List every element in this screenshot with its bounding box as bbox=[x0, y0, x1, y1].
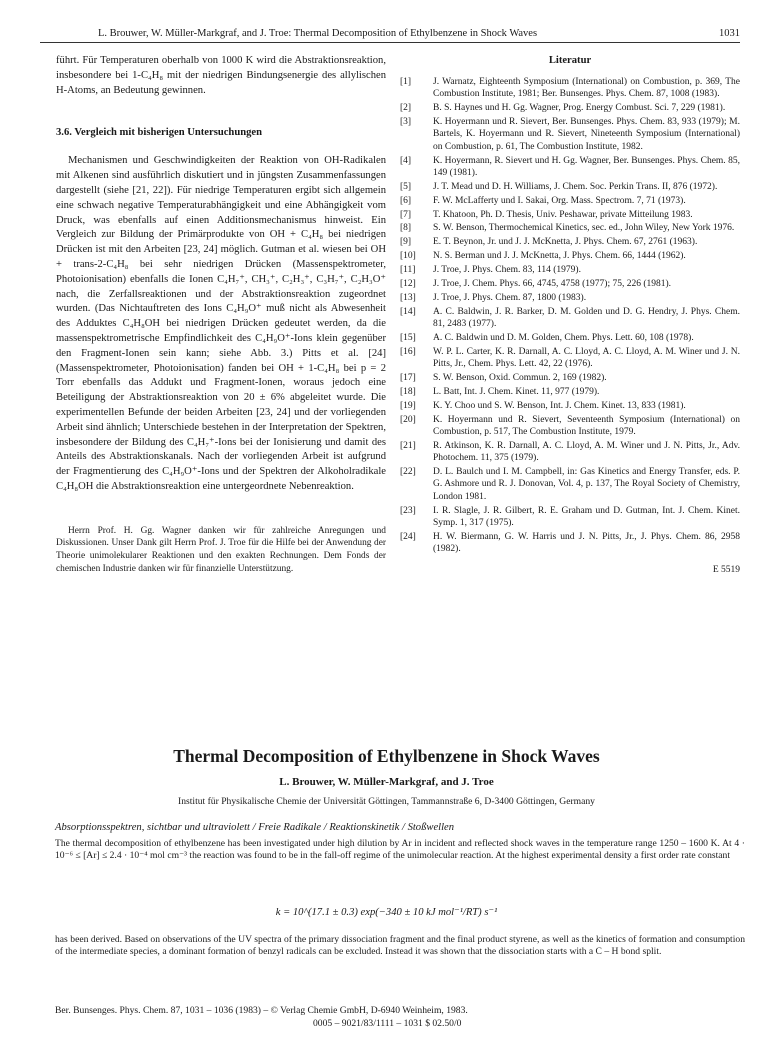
reference-item bbox=[400, 236, 740, 248]
reference-text: B. S. Haynes und H. Gg. Wagner, Prog. Energy Combust. Sci. 7, 229 (1981). bbox=[433, 103, 726, 114]
reference-number: [3] bbox=[400, 117, 412, 128]
article-end-code: E 5519 bbox=[712, 565, 740, 576]
running-head: L. Brouwer, W. Müller-Markgraf, and J. Troe: Thermal Decomposition of Ethylbenzene in Shock Waves bbox=[98, 28, 538, 39]
reference-text: K. Y. Choo und S. W. Benson, Int. J. Chem. Kinet. 13, 833 (1981). bbox=[433, 400, 686, 411]
reference-number: [4] bbox=[400, 155, 412, 166]
reference-number: [12] bbox=[400, 278, 416, 289]
reference-item bbox=[400, 292, 740, 304]
reference-text: D. L. Baulch und I. M. Campbell, in: Gas Kinetics and Energy Transfer, eds. P. G. Ashmore und R. J. Donovan, Vol. 4, p. 137, The Royal Society of Chemistry, London 1981. bbox=[433, 467, 740, 502]
reference-item bbox=[400, 264, 740, 276]
reference-text: S. W. Benson, Oxid. Commun. 2, 169 (1982). bbox=[433, 373, 607, 384]
reference-text: J. T. Mead und D. H. Williams, J. Chem. Soc. Perkin Trans. II, 876 (1972). bbox=[433, 181, 718, 192]
reference-item bbox=[400, 181, 740, 193]
reference-number: [14] bbox=[400, 306, 416, 317]
reference-text: L. Batt, Int. J. Chem. Kinet. 11, 977 (1979). bbox=[433, 386, 600, 397]
footer-citation: Ber. Bunsenges. Phys. Chem. 87, 1031 – 1036 (1983) – © Verlag Chemie GmbH, D-6940 Weinheim, 1983. bbox=[55, 1005, 468, 1016]
reference-number: [1] bbox=[400, 77, 412, 87]
references-heading: Literatur bbox=[548, 55, 592, 66]
reference-text: S. W. Benson, Thermochemical Kinetics, sec. ed., John Wiley, New York 1976. bbox=[433, 223, 735, 234]
reference-number: [6] bbox=[400, 195, 412, 206]
reference-number: [17] bbox=[400, 373, 416, 384]
reference-item bbox=[400, 102, 740, 114]
reference-number: [8] bbox=[400, 223, 412, 234]
reference-item bbox=[400, 466, 740, 503]
reference-number: [9] bbox=[400, 237, 412, 248]
reference-item bbox=[400, 155, 740, 180]
reference-number: [16] bbox=[400, 346, 416, 357]
right-column bbox=[400, 54, 740, 575]
running-header bbox=[40, 26, 740, 43]
reference-text: J. Troe, J. Phys. Chem. 87, 1800 (1983). bbox=[433, 292, 587, 303]
page-footer bbox=[55, 1004, 745, 1030]
reference-number: [19] bbox=[400, 400, 416, 411]
reference-number: [2] bbox=[400, 103, 412, 114]
abstract-paragraph: The thermal decomposition of ethylbenzene has been investigated under high dilution by Ar in incident and reflected shock waves in the temperature range 1250 – 1600 K. At 4 · 10⁻⁶ ≤ [Ar] ≤ 2.4 · 10⁻⁴ mol cm⁻³ the reaction was found to be in the fall-off regime of the unimolecular reaction. At the highest experimental density a first order rate constant bbox=[55, 838, 745, 862]
reference-number: [18] bbox=[400, 386, 416, 397]
reference-number: [13] bbox=[400, 292, 416, 303]
article-keywords: Absorptionsspektren, sichtbar und ultraviolett / Freie Radikale / Reaktionskinetik / Stoßwellen bbox=[55, 822, 455, 833]
reference-text: K. Hoyermann und R. Sievert, Seventeenth Symposium (International) on Combustion, p. 517, The Combustion Institute, 1979. bbox=[433, 414, 740, 437]
reference-number: [21] bbox=[400, 440, 416, 451]
reference-item bbox=[400, 400, 740, 412]
reference-item bbox=[400, 531, 740, 556]
reference-item bbox=[400, 76, 740, 101]
reference-item bbox=[400, 440, 740, 465]
reference-item bbox=[400, 386, 740, 398]
reference-text: N. S. Berman und J. J. McKnetta, J. Phys. Chem. 66, 1444 (1962). bbox=[433, 251, 686, 262]
reference-number: [24] bbox=[400, 531, 416, 542]
page-number: 1031 bbox=[719, 28, 740, 39]
reference-item bbox=[400, 250, 740, 262]
reference-text: I. R. Slagle, J. R. Gilbert, R. E. Graham und D. Gutman, Int. J. Chem. Kinet. Symp. 1, 317 (1975). bbox=[433, 505, 740, 528]
reference-text: F. W. McLafferty und I. Sakai, Org. Mass. Spectrom. 7, 71 (1973). bbox=[433, 195, 686, 206]
section-heading: 3.6. Vergleich mit bisherigen Untersuchungen bbox=[56, 127, 262, 139]
intro-paragraph: führt. Für Temperaturen oberhalb von 1000 K wird die Abstraktionsreaktion, insbesondere bei 1-C₄H₈ mit der niedrigen Bindungsenergie des allylischen H-Atoms, an Bedeutung gewinnen. bbox=[56, 55, 386, 96]
acknowledgement: Herrn Prof. H. Gg. Wagner danken wir für zahlreiche Anregungen und Diskussionen. Unser Dank gilt Herrn Prof. J. Troe für die Hilfe bei der Anwendung der Theorie unimolekularer Reaktionen und den exakten Rechnungen. Dem Fonds der chemischen Industrie danken wir für finanzielle Unterstützung. bbox=[56, 525, 386, 574]
reference-item bbox=[400, 505, 740, 530]
reference-number: [22] bbox=[400, 467, 416, 478]
reference-number: [5] bbox=[400, 181, 412, 192]
reference-number: [15] bbox=[400, 332, 416, 343]
reference-text: W. P. L. Carter, K. R. Darnall, A. C. Lloyd, A. C. Lloyd, A. M. Winer und J. N. Pitts, Jr., Chem. Phys. Lett. 42, 22 (1976). bbox=[433, 346, 740, 370]
reference-number: [7] bbox=[400, 209, 412, 220]
reference-item bbox=[400, 278, 740, 290]
reference-text: E. T. Beynon, Jr. und J. J. McKnetta, J. Phys. Chem. 67, 2761 (1963). bbox=[433, 237, 698, 248]
reference-text: H. W. Biermann, G. W. Harris und J. N. Pitts, Jr., J. Phys. Chem. 86, 2958 (1982). bbox=[433, 531, 740, 555]
reference-text: J. Troe, J. Phys. Chem. 83, 114 (1979). bbox=[433, 265, 581, 276]
reference-item bbox=[400, 209, 740, 221]
reference-item bbox=[400, 306, 740, 331]
reference-item bbox=[400, 332, 740, 344]
reference-number: [10] bbox=[400, 251, 416, 262]
rate-equation: k = 10^(17.1 ± 0.3) exp(−340 ± 10 kJ mol⁻¹/RT) s⁻¹ bbox=[275, 907, 498, 918]
reference-number: [20] bbox=[400, 414, 416, 425]
reference-text: R. Atkinson, K. R. Darnall, A. C. Lloyd, A. M. Winer und J. N. Pitts, Jr., Adv. Photochem. 11, 375 (1979). bbox=[433, 440, 740, 464]
reference-list bbox=[400, 76, 740, 555]
reference-item bbox=[400, 195, 740, 207]
article-affiliation: Institut für Physikalische Chemie der Universität Göttingen, Tammannstraße 6, D-3400 Göttingen, Germany bbox=[178, 796, 595, 807]
reference-number: [11] bbox=[400, 265, 416, 276]
reference-text: J. Troe, J. Chem. Phys. 66, 4745, 4758 (1977); 75, 226 (1981). bbox=[433, 278, 672, 289]
article-authors: L. Brouwer, W. Müller-Markgraf, and J. Troe bbox=[279, 776, 494, 788]
reference-item bbox=[400, 372, 740, 384]
reference-text: T. Khatoon, Ph. D. Thesis, Univ. Peshawar, private Mitteilung 1983. bbox=[433, 209, 693, 220]
reference-item bbox=[400, 222, 740, 234]
reference-number: [23] bbox=[400, 505, 416, 516]
reference-item bbox=[400, 116, 740, 153]
left-column bbox=[56, 54, 386, 584]
footer-code: 0005 – 9021/83/1111 – 1031 $ 02.50/0 bbox=[313, 1018, 462, 1029]
reference-text: A. C. Baldwin und D. M. Golden, Chem. Phys. Lett. 60, 108 (1978). bbox=[433, 332, 694, 343]
reference-text: J. Warnatz, Eighteenth Symposium (International) on Combustion, p. 369, The Combustion Institute, 1981; Ber. Bunsenges. Phys. Chem. 87, 1008 (1983). bbox=[433, 77, 740, 100]
article-title: Thermal Decomposition of Ethylbenzene in Shock Waves bbox=[173, 746, 600, 766]
reference-text: A. C. Baldwin, J. R. Barker, D. M. Golden und D. G. Hendry, J. Phys. Chem. 81, 2483 (1977). bbox=[433, 306, 740, 330]
reference-item bbox=[400, 346, 740, 371]
abstract-continuation: has been derived. Based on observations of the UV spectra of the primary dissociation fragment and the final product styrene, as well as the kinetics of formation and consumption of the intermediate species, a dominant formation of benzyl radicals can be excluded. Instead it was shown that the dissociation starts with a C – H bond split. bbox=[55, 934, 745, 958]
reference-text: K. Hoyermann, R. Sievert und H. Gg. Wagner, Ber. Bunsenges. Phys. Chem. 85, 149 (1981). bbox=[433, 155, 740, 178]
main-paragraph: Mechanismen und Geschwindigkeiten der Reaktion von OH-Radikalen mit Alkenen sind ausführlich diskutiert und in jüngsten Zusammenfassungen dargestellt (siehe [21, 22]). Für niedrige Temperaturen ergibt sich allgemein eine schwach negative Temperaturabhängigkeit und eine Abhängigkeit vom Druck, was ebenfalls auf einen Additionsmechanismus hinweist. Ein Vergleich zur Bildung der Primärprodukte von OH + C₄H₈ bei niedrigen Drücken ist mit den Arbeiten [23, 24] möglich. Gutman et al. wiesen bei OH + trans-2-C₄H₈ bei sehr niedrigen Drücken (Massenspektrometer, Photoionisation) ebenfalls die Ionen C₄H₇⁺, CH₃⁺, C₂H₃⁺, C₃H₇⁺, C₂H₃O⁺ nach, die Zerfallsreaktionen und der Abstraktionsreaktion zugeordnet wurden. (Das Nichtauftreten des Ions C₄H₉O⁺ muß nicht als Abwesenheit des Adduktes C₄H₈OH bei niedrigen Drücken gedeutet werden, da die massenspektrometrische Empfindlichkeit des C₄H₉O⁺-Ions klein gegenüber den Fragment-Ionen sein kann; siehe Abb. 3.) Pitts et al. [24] (Massenspektrometer, Photoionisation) fanden bei OH + 1-C₄H₈ bei p = 2 Torr ebenfalls das Addukt und Fragment-Ionen, woraus jedoch eine Beteiligung der Abstraktionsreaktion von 20 ± 6% abgeleitet wurde. Die experimentellen Befunde der beiden Arbeiten [23, 24] und der vorliegenden Arbeit sind ähnlich; Unterschiede bestehen in der Interpretation der Spektren, insbesondere der Bildung des C₄H₇⁺-Ions bei der Ionisierung und damit des Anteils des Abstraktionskanals. Nach der vorliegenden Arbeit ist aufgrund der Fragmentierung des C₄H₉O⁺-Ions und der Spektren der Alkoholradikale C₄H₈OH die Abstraktionsreaktion eine untergeordnete Nebenreaktion. bbox=[56, 155, 386, 492]
reference-item bbox=[400, 414, 740, 439]
reference-text: K. Hoyermann und R. Sievert, Ber. Bunsenges. Phys. Chem. 83, 933 (1979); M. Bartels, K. Hoyermann und R. Sievert, Nineteenth Symposium (International) on Combustion, p. 61, The Combustion Institute, 1982. bbox=[433, 117, 740, 152]
